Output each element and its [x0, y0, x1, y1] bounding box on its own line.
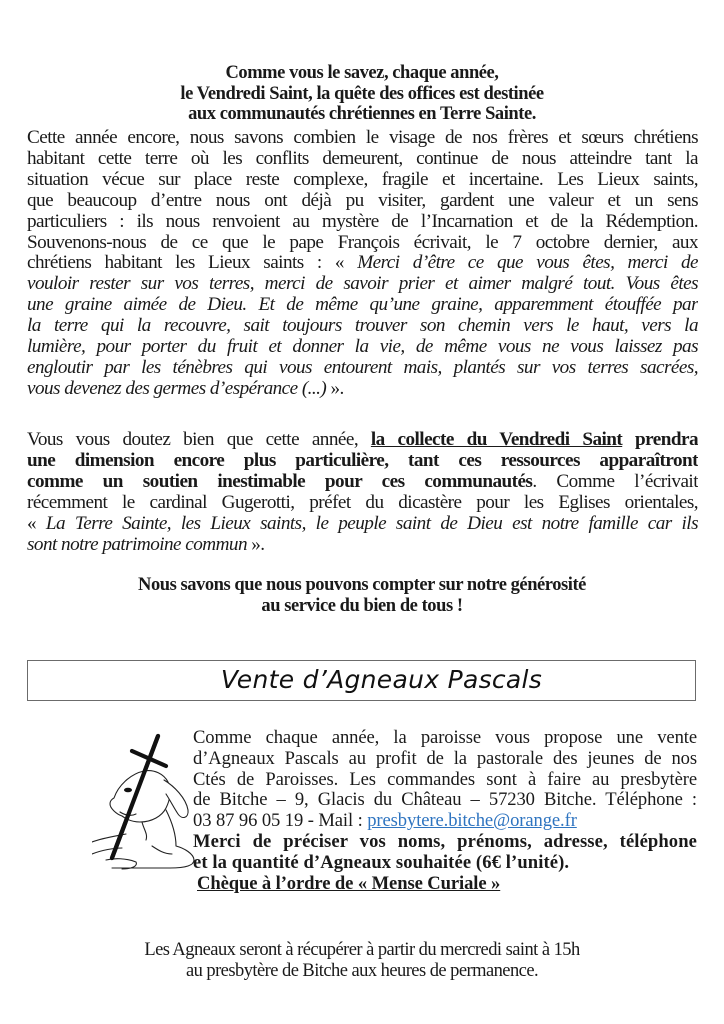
text-line: [27, 379, 698, 400]
closing-statement: [60, 575, 664, 616]
pope-quote-line: une graine aimée de Dieu. Et de même qu’une graine, apparemment étouffée par: [27, 295, 698, 316]
text-span: «: [27, 513, 46, 534]
text-line: [27, 472, 698, 493]
lamb-hind-leg: [152, 846, 172, 854]
section-title-box: [27, 660, 696, 701]
vente-agneaux-text: [193, 728, 697, 894]
text-line: Cette année encore, nous savons combien le visage de nos frères et sœurs chrétiens: [27, 128, 698, 148]
intro-line: Comme vous le savez, chaque année,: [225, 63, 499, 83]
text-span: . Comme l’écrivait: [532, 471, 698, 492]
text-span: prendra: [622, 430, 698, 450]
paragraph-holy-land: [27, 128, 698, 400]
text-line: une dimension encore plus particulière, tant ces ressources apparaîtront: [27, 450, 698, 471]
paragraph-collecte: [27, 430, 698, 555]
lamb-eye: [124, 788, 132, 793]
pope-quote-line: vouloir rester sur vos terres, merci de savoir prier et aimer malgré tout. Vous êtes: [27, 274, 698, 295]
text-line: Comme chaque année, la paroisse vous propose une vente: [193, 728, 697, 748]
cardinal-quote: La Terre Sainte, les Lieux saints, le peuple saint de Dieu est notre famille car ils: [45, 513, 698, 534]
intro-line: le Vendredi Saint, la quête des offices est destinée: [180, 83, 544, 104]
cardinal-quote: sont notre patrimoine commun: [27, 534, 247, 555]
order-instructions: Merci de préciser vos noms, prénoms, adresse, téléphone: [193, 831, 697, 852]
text-span: ».: [246, 534, 265, 555]
text-line: Ctés de Paroisses. Les commandes sont à faire au presbytère: [193, 769, 697, 790]
pope-quote-line: engloutir par les ténèbres qui vous entourent mais, plantés sur vos terres sacrées,: [27, 357, 698, 378]
intro-heading: [60, 63, 664, 125]
section-title: Vente d’Agneaux Pascals: [220, 665, 543, 694]
pickup-line: au presbytère de Bitche aux heures de permanence.: [185, 961, 539, 981]
text-span: comme un soutien inestimable pour ces communautés: [27, 471, 533, 492]
pope-quote-line: la terre qui la recouvre, sait toujours trouver son chemin vers le haut, vers la: [27, 316, 698, 337]
text-line: d’Agneaux Pascals au profit de la pastorale des jeunes de nos: [193, 748, 697, 769]
text-line: Souvenons-nous de ce que le pape François écrivait, le 7 octobre dernier, aux: [27, 232, 698, 253]
text-line: situation vécue sur place reste complexe, fragile et incertaine. Les Lieux saints,: [27, 169, 698, 190]
contact-line: [193, 811, 697, 832]
text-line: [27, 514, 698, 535]
text-line: habitant cette terre où les conflits demeurent, continue de nous atteindre tant la: [27, 148, 698, 169]
text-line: que beaucoup d’entre nous ont déjà pu visiter, gardent une valeur et un sens: [27, 190, 698, 211]
pope-quote-start: Merci d’être ce que vous êtes, merci de: [357, 253, 698, 274]
text-span: Vous vous doutez bien que cette année,: [27, 430, 371, 450]
phone-text: 03 87 96 05 19 - Mail :: [193, 811, 368, 832]
order-instructions: et la quantité d’Agneaux souhaitée (6€ l’unité).: [193, 852, 570, 873]
pope-quote-end: vous devenez des germes d’espérance (...): [27, 378, 327, 399]
paschal-lamb-with-cross-icon: [92, 730, 197, 870]
pickup-line: Les Agneaux seront à récupérer à partir du mercredi saint à 15h: [144, 940, 580, 960]
collecte-highlight: la collecte du Vendredi Saint: [370, 430, 623, 450]
pope-quote-line: lumière, pour porter du fruit et donner la vie, de même vous ne vous laissez pas: [27, 337, 698, 358]
closing-line: Nous savons que nous pouvons compter sur notre générosité: [138, 575, 586, 595]
cheque-instruction: Chèque à l’ordre de « Mense Curiale »: [197, 873, 501, 894]
text-line: particuliers : ils nous renvoient au mystère de l’Incarnation et de la Rédemption.: [27, 211, 698, 232]
closing-line: au service du bien de tous !: [261, 595, 463, 616]
text-span: ».: [326, 378, 344, 399]
text-line: récemment le cardinal Gugerotti, préfet du dicastère pour les Eglises orientales,: [27, 492, 698, 513]
text-line: [27, 253, 698, 274]
pickup-info: [60, 940, 664, 982]
cheque-line: [193, 874, 697, 895]
text-line: [27, 430, 698, 451]
text-span: chrétiens habitant les Lieux saints : «: [27, 253, 358, 274]
text-line: [27, 535, 698, 556]
intro-line: aux communautés chrétiennes en Terre Sainte.: [188, 104, 536, 124]
text-line: de Bitche – 9, Glacis du Château – 57230 Bitche. Téléphone :: [193, 790, 697, 811]
email-link[interactable]: presbytere.bitche@orange.fr: [367, 811, 577, 832]
